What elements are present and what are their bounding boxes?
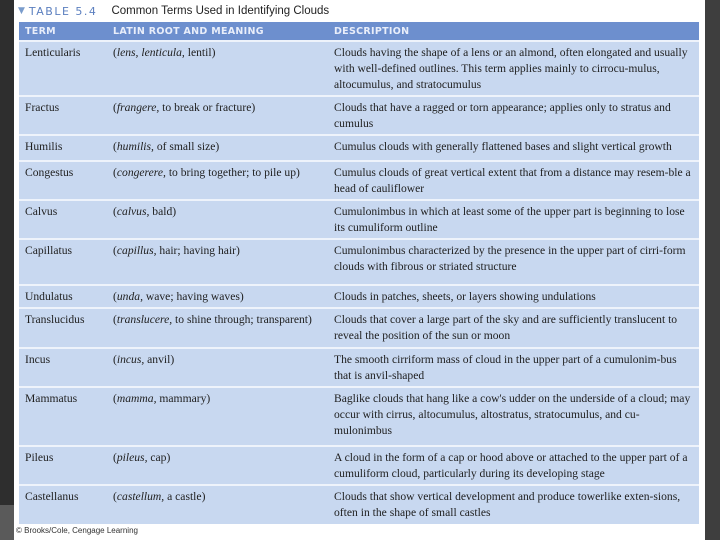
term-cell: Calvus [19, 200, 107, 239]
table-row [19, 161, 699, 200]
latin-root-word: lens, lenticula, [116, 46, 185, 59]
latin-root-cell: (castellum, a castle) [107, 485, 328, 524]
description-cell: The smooth cirriform mass of cloud in the upper part of a cumulonim-bus that is anvil-shaped [328, 348, 699, 387]
copyright-footer: © Brooks/Cole, Cengage Learning [16, 526, 138, 535]
latin-root-meaning: mammary [156, 392, 207, 405]
latin-root-word: incus, [116, 353, 145, 366]
latin-root-cell: (unda, wave; having waves) [107, 285, 328, 308]
latin-root-cell: (pileus, cap) [107, 446, 328, 485]
latin-root-word: capillus, [116, 244, 157, 257]
triangle-marker-icon: ▼ [18, 6, 25, 16]
table-row [19, 135, 699, 161]
header-description: DESCRIPTION [328, 22, 699, 41]
latin-root-meaning: to shine through; transparent [172, 313, 309, 326]
table-card [14, 0, 705, 540]
description-cell: Clouds that have a ragged or torn appearance; applies only to stratus and cumulus [328, 96, 699, 135]
description-cell: Clouds having the shape of a lens or an almond, often elongated and usually with well-defined outlines. This term applies mainly to cirrocu-mulus, altocumulus, and stratocumulus [328, 41, 699, 96]
description-cell: Clouds that cover a large part of the sky and are sufficiently translucent to reveal the position of the sun or moon [328, 308, 699, 348]
left-strip [0, 505, 14, 540]
latin-root-word: mamma, [116, 392, 157, 405]
latin-root-meaning: hair; having hair [156, 244, 237, 257]
table-row [19, 41, 699, 96]
latin-root-word: humilis, [116, 140, 154, 153]
latin-root-word: pileus, [116, 451, 148, 464]
table-caption [18, 2, 329, 20]
table-row [19, 285, 699, 308]
table-row [19, 387, 699, 446]
header-row [19, 22, 699, 41]
term-cell: Incus [19, 348, 107, 387]
table-row [19, 446, 699, 485]
latin-root-meaning: a castle [164, 490, 202, 503]
latin-root-cell: (humilis, of small size) [107, 135, 328, 161]
latin-root-meaning: wave; having waves [142, 290, 240, 303]
term-cell: Humilis [19, 135, 107, 161]
header-latin-root: LATIN ROOT AND MEANING [107, 22, 328, 41]
latin-root-word: congerere, [116, 166, 166, 179]
description-cell: Baglike clouds that hang like a cow's udder on the underside of a cloud; may occur with cirrus, altocumulus, altostratus, stratocumulus, and cu-mulonimbus [328, 387, 699, 446]
latin-root-cell: (incus, anvil) [107, 348, 328, 387]
term-cell: Castellanus [19, 485, 107, 524]
description-cell: Clouds in patches, sheets, or layers showing undulations [328, 285, 699, 308]
description-cell: Cumulus clouds of great vertical extent that from a distance may resem-ble a head of cauliflower [328, 161, 699, 200]
cloud-terms-table [19, 22, 699, 524]
latin-root-meaning: bald [149, 205, 173, 218]
latin-root-word: castellum, [116, 490, 165, 503]
latin-root-cell: (lens, lenticula, lentil) [107, 41, 328, 96]
latin-root-word: translucere, [116, 313, 173, 326]
latin-root-word: unda, [116, 290, 143, 303]
latin-root-meaning: to bring together; to pile up [165, 166, 297, 179]
term-cell: Translucidus [19, 308, 107, 348]
term-cell: Undulatus [19, 285, 107, 308]
table-row [19, 308, 699, 348]
latin-root-cell: (capillus, hair; having hair) [107, 239, 328, 285]
term-cell: Congestus [19, 161, 107, 200]
table-row [19, 239, 699, 285]
table-row [19, 348, 699, 387]
description-cell: Cumulonimbus in which at least some of the upper part is beginning to lose its cumuliform outline [328, 200, 699, 239]
latin-root-word: calvus, [116, 205, 150, 218]
latin-root-meaning: anvil [144, 353, 171, 366]
right-background [705, 0, 720, 540]
latin-root-cell: (calvus, bald) [107, 200, 328, 239]
left-background [0, 0, 14, 540]
term-cell: Lenticularis [19, 41, 107, 96]
latin-root-meaning: to break or fracture [159, 101, 252, 114]
latin-root-word: frangere, [116, 101, 160, 114]
table-title: Common Terms Used in Identifying Clouds [111, 5, 330, 17]
table-row [19, 96, 699, 135]
latin-root-meaning: lentil [184, 46, 212, 59]
description-cell: Clouds that show vertical development and produce towerlike exten-sions, often in the shape of small castles [328, 485, 699, 524]
header-term: TERM [19, 22, 107, 41]
term-cell: Mammatus [19, 387, 107, 446]
term-cell: Capillatus [19, 239, 107, 285]
latin-root-meaning: cap [147, 451, 167, 464]
description-cell: Cumulonimbus characterized by the presence in the upper part of cirri-form clouds with fibrous or striated structure [328, 239, 699, 285]
term-cell: Fractus [19, 96, 107, 135]
description-cell: A cloud in the form of a cap or hood above or attached to the upper part of a cumuliform cloud, particularly during its developing stage [328, 446, 699, 485]
table-row [19, 200, 699, 239]
term-cell: Pileus [19, 446, 107, 485]
latin-root-cell: (congerere, to bring together; to pile up) [107, 161, 328, 200]
latin-root-cell: (frangere, to break or fracture) [107, 96, 328, 135]
description-cell: Cumulus clouds with generally flattened bases and slight vertical growth [328, 135, 699, 161]
latin-root-cell: (mamma, mammary) [107, 387, 328, 446]
latin-root-cell: (translucere, to shine through; transparent) [107, 308, 328, 348]
table-number: TABLE 5.4 [28, 4, 98, 18]
table-row [19, 485, 699, 524]
latin-root-meaning: of small size [153, 140, 216, 153]
